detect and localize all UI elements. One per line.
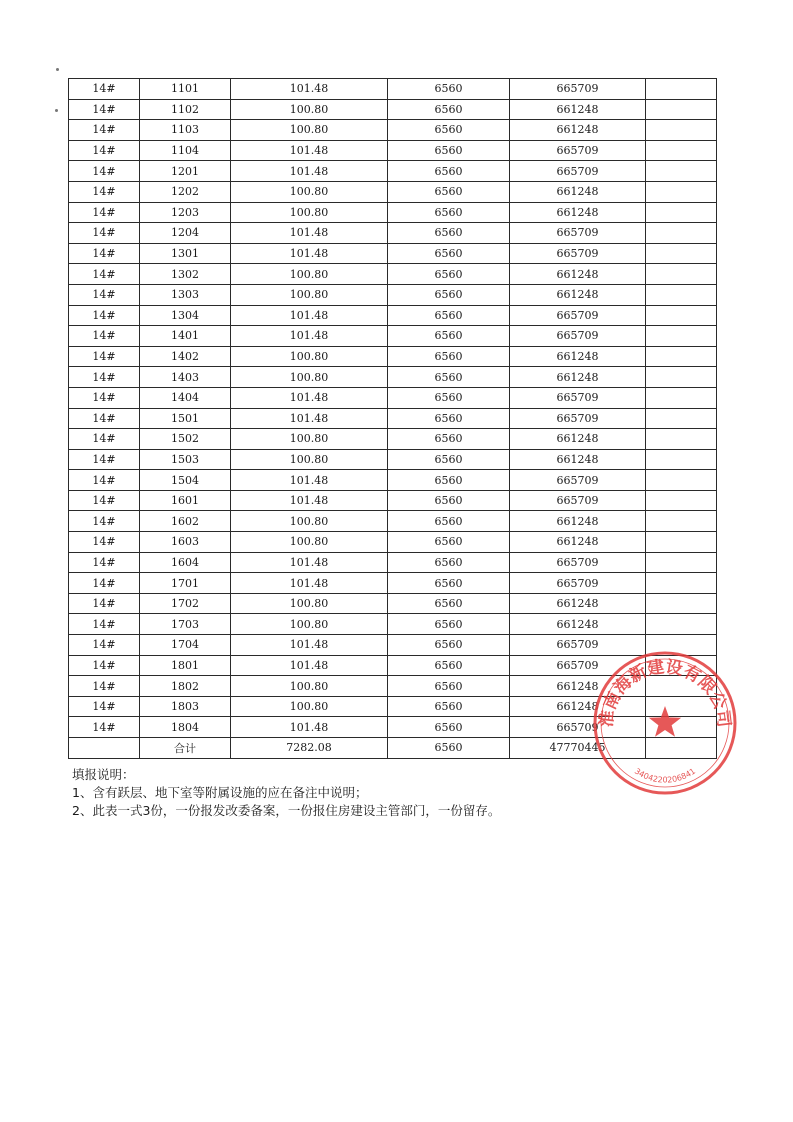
unit-price-cell: 6560 — [388, 552, 510, 573]
remark-cell — [646, 387, 717, 408]
unit-number-cell: 1102 — [140, 99, 231, 120]
table-row — [69, 284, 717, 305]
remark-cell — [646, 243, 717, 264]
remark-cell — [646, 326, 717, 347]
unit-price-cell: 6560 — [388, 614, 510, 635]
unit-number-cell: 1402 — [140, 346, 231, 367]
seal-code: 3404220206841 — [632, 766, 698, 785]
building-cell: 14# — [69, 408, 140, 429]
total-label-cell: 合计 — [140, 738, 231, 759]
table-row — [69, 429, 717, 450]
table-row — [69, 593, 717, 614]
table-row — [69, 676, 717, 697]
building-cell: 14# — [69, 593, 140, 614]
total-price-cell: 661248 — [510, 99, 646, 120]
total-price-cell: 661248 — [510, 429, 646, 450]
area-cell: 100.80 — [231, 120, 388, 141]
unit-price-cell: 6560 — [388, 79, 510, 100]
table-row — [69, 490, 717, 511]
remark-cell — [646, 181, 717, 202]
table-row — [69, 140, 717, 161]
total-price-cell: 665709 — [510, 717, 646, 738]
area-cell: 100.80 — [231, 284, 388, 305]
unit-price-cell: 6560 — [388, 408, 510, 429]
table-row — [69, 326, 717, 347]
unit-number-cell: 1602 — [140, 511, 231, 532]
remark-cell — [646, 120, 717, 141]
unit-number-cell: 1304 — [140, 305, 231, 326]
area-cell: 101.48 — [231, 573, 388, 594]
total-price-cell: 661248 — [510, 614, 646, 635]
total-price-cell: 661248 — [510, 346, 646, 367]
unit-price-cell: 6560 — [388, 161, 510, 182]
area-cell: 101.48 — [231, 243, 388, 264]
area-cell: 101.48 — [231, 635, 388, 656]
remark-cell — [646, 635, 717, 656]
remark-cell — [646, 449, 717, 470]
remark-cell — [646, 593, 717, 614]
total-price-cell: 665709 — [510, 573, 646, 594]
building-cell: 14# — [69, 470, 140, 491]
total-price-cell: 661248 — [510, 264, 646, 285]
total-row — [69, 738, 717, 759]
table-row — [69, 120, 717, 141]
table-row — [69, 532, 717, 553]
table-row — [69, 614, 717, 635]
unit-number-cell: 1101 — [140, 79, 231, 100]
area-cell: 100.80 — [231, 449, 388, 470]
total-price-cell: 661248 — [510, 676, 646, 697]
table-row — [69, 470, 717, 491]
area-cell: 100.80 — [231, 676, 388, 697]
unit-price-cell: 6560 — [388, 346, 510, 367]
area-cell: 101.48 — [231, 717, 388, 738]
area-cell: 101.48 — [231, 552, 388, 573]
unit-number-cell: 1104 — [140, 140, 231, 161]
building-cell: 14# — [69, 532, 140, 553]
building-cell: 14# — [69, 429, 140, 450]
building-cell: 14# — [69, 264, 140, 285]
building-cell: 14# — [69, 573, 140, 594]
table-row — [69, 367, 717, 388]
area-cell: 100.80 — [231, 181, 388, 202]
unit-price-cell: 6560 — [388, 99, 510, 120]
building-cell: 14# — [69, 79, 140, 100]
total-price-cell: 661248 — [510, 120, 646, 141]
remark-cell — [646, 614, 717, 635]
area-cell: 100.80 — [231, 367, 388, 388]
seal-company-name: 淮南海新建设有限公司 — [596, 657, 734, 729]
table-row — [69, 717, 717, 738]
building-cell: 14# — [69, 181, 140, 202]
remark-cell — [646, 717, 717, 738]
total-price-cell: 665709 — [510, 140, 646, 161]
unit-number-cell: 1503 — [140, 449, 231, 470]
unit-price-cell: 6560 — [388, 429, 510, 450]
unit-price-cell: 6560 — [388, 120, 510, 141]
unit-price-cell: 6560 — [388, 532, 510, 553]
remark-cell — [646, 264, 717, 285]
remark-cell — [646, 99, 717, 120]
unit-price-cell: 6560 — [388, 264, 510, 285]
unit-price-cell: 6560 — [388, 223, 510, 244]
total-price-cell: 665709 — [510, 408, 646, 429]
table-row — [69, 635, 717, 656]
total-price-cell: 665709 — [510, 552, 646, 573]
unit-number-cell: 1301 — [140, 243, 231, 264]
unit-number-cell: 1703 — [140, 614, 231, 635]
remark-cell — [646, 511, 717, 532]
table-row — [69, 655, 717, 676]
unit-price-cell: 6560 — [388, 717, 510, 738]
unit-price-cell: 6560 — [388, 573, 510, 594]
total-unit-price-cell: 6560 — [388, 738, 510, 759]
table-row — [69, 99, 717, 120]
unit-number-cell: 1601 — [140, 490, 231, 511]
unit-price-cell: 6560 — [388, 635, 510, 656]
table-row — [69, 346, 717, 367]
remark-cell — [646, 676, 717, 697]
remark-cell — [646, 140, 717, 161]
remark-cell — [646, 202, 717, 223]
total-price-cell: 661248 — [510, 449, 646, 470]
notes-item-2: 2、此表一式3份，一份报发改委备案，一份报住房建设主管部门，一份留存。 — [72, 803, 501, 818]
remark-cell — [646, 470, 717, 491]
area-cell: 101.48 — [231, 655, 388, 676]
unit-price-cell: 6560 — [388, 511, 510, 532]
total-price-cell: 661248 — [510, 511, 646, 532]
area-cell: 100.80 — [231, 614, 388, 635]
unit-number-cell: 1804 — [140, 717, 231, 738]
area-cell: 101.48 — [231, 140, 388, 161]
area-cell: 101.48 — [231, 490, 388, 511]
total-price-cell: 661248 — [510, 367, 646, 388]
table-row — [69, 202, 717, 223]
unit-price-cell: 6560 — [388, 593, 510, 614]
unit-number-cell: 1303 — [140, 284, 231, 305]
table-row — [69, 264, 717, 285]
unit-number-cell: 1704 — [140, 635, 231, 656]
unit-price-cell: 6560 — [388, 140, 510, 161]
total-total-price-cell: 47770445 — [510, 738, 646, 759]
unit-price-cell: 6560 — [388, 449, 510, 470]
remark-cell — [646, 696, 717, 717]
area-cell: 100.80 — [231, 696, 388, 717]
area-cell: 100.80 — [231, 429, 388, 450]
building-cell: 14# — [69, 635, 140, 656]
building-cell: 14# — [69, 161, 140, 182]
total-price-cell: 665709 — [510, 635, 646, 656]
building-cell: 14# — [69, 387, 140, 408]
unit-price-cell: 6560 — [388, 490, 510, 511]
total-price-cell: 665709 — [510, 470, 646, 491]
table-row — [69, 79, 717, 100]
unit-price-cell: 6560 — [388, 367, 510, 388]
building-cell: 14# — [69, 243, 140, 264]
unit-number-cell: 1201 — [140, 161, 231, 182]
table-row — [69, 511, 717, 532]
area-cell: 101.48 — [231, 470, 388, 491]
price-table — [68, 78, 717, 759]
unit-number-cell: 1702 — [140, 593, 231, 614]
unit-number-cell: 1803 — [140, 696, 231, 717]
area-cell: 101.48 — [231, 305, 388, 326]
remark-cell — [646, 573, 717, 594]
price-table-body — [69, 79, 717, 759]
unit-number-cell: 1203 — [140, 202, 231, 223]
area-cell: 101.48 — [231, 408, 388, 429]
remark-cell — [646, 223, 717, 244]
remark-cell — [646, 346, 717, 367]
notes-heading: 填报说明： — [72, 767, 135, 782]
area-cell: 100.80 — [231, 346, 388, 367]
building-cell: 14# — [69, 202, 140, 223]
remark-cell — [646, 552, 717, 573]
unit-number-cell: 1603 — [140, 532, 231, 553]
total-price-cell: 661248 — [510, 532, 646, 553]
building-cell: 14# — [69, 511, 140, 532]
total-price-cell: 665709 — [510, 243, 646, 264]
filling-notes — [72, 766, 500, 820]
building-cell: 14# — [69, 449, 140, 470]
table-row — [69, 161, 717, 182]
unit-price-cell: 6560 — [388, 655, 510, 676]
building-cell: 14# — [69, 223, 140, 244]
total-building-cell — [69, 738, 140, 759]
remark-cell — [646, 367, 717, 388]
total-price-cell: 661248 — [510, 696, 646, 717]
total-price-cell: 665709 — [510, 655, 646, 676]
unit-number-cell: 1302 — [140, 264, 231, 285]
remark-cell — [646, 408, 717, 429]
total-price-cell: 665709 — [510, 387, 646, 408]
area-cell: 100.80 — [231, 99, 388, 120]
building-cell: 14# — [69, 140, 140, 161]
unit-price-cell: 6560 — [388, 676, 510, 697]
unit-number-cell: 1504 — [140, 470, 231, 491]
total-price-cell: 661248 — [510, 181, 646, 202]
remark-cell — [646, 429, 717, 450]
unit-number-cell: 1604 — [140, 552, 231, 573]
unit-number-cell: 1801 — [140, 655, 231, 676]
building-cell: 14# — [69, 676, 140, 697]
unit-price-cell: 6560 — [388, 181, 510, 202]
building-cell: 14# — [69, 326, 140, 347]
building-cell: 14# — [69, 284, 140, 305]
remark-cell — [646, 284, 717, 305]
table-row — [69, 696, 717, 717]
table-row — [69, 408, 717, 429]
area-cell: 101.48 — [231, 326, 388, 347]
unit-number-cell: 1103 — [140, 120, 231, 141]
unit-price-cell: 6560 — [388, 202, 510, 223]
table-row — [69, 387, 717, 408]
unit-number-cell: 1403 — [140, 367, 231, 388]
unit-number-cell: 1202 — [140, 181, 231, 202]
building-cell: 14# — [69, 614, 140, 635]
unit-price-cell: 6560 — [388, 387, 510, 408]
remark-cell — [646, 490, 717, 511]
building-cell: 14# — [69, 696, 140, 717]
remark-cell — [646, 655, 717, 676]
unit-price-cell: 6560 — [388, 470, 510, 491]
building-cell: 14# — [69, 99, 140, 120]
unit-price-cell: 6560 — [388, 284, 510, 305]
total-price-cell: 665709 — [510, 223, 646, 244]
building-cell: 14# — [69, 346, 140, 367]
total-area-cell: 7282.08 — [231, 738, 388, 759]
unit-number-cell: 1401 — [140, 326, 231, 347]
total-price-cell: 661248 — [510, 284, 646, 305]
building-cell: 14# — [69, 120, 140, 141]
unit-price-cell: 6560 — [388, 326, 510, 347]
unit-number-cell: 1701 — [140, 573, 231, 594]
remark-cell — [646, 532, 717, 553]
area-cell: 101.48 — [231, 387, 388, 408]
table-row — [69, 305, 717, 326]
unit-number-cell: 1502 — [140, 429, 231, 450]
notes-item-1: 1、含有跃层、地下室等附属设施的应在备注中说明； — [72, 785, 368, 800]
table-row — [69, 223, 717, 244]
total-price-cell: 661248 — [510, 202, 646, 223]
remark-cell — [646, 79, 717, 100]
total-remark-cell — [646, 738, 717, 759]
unit-number-cell: 1204 — [140, 223, 231, 244]
remark-cell — [646, 305, 717, 326]
building-cell: 14# — [69, 717, 140, 738]
area-cell: 101.48 — [231, 223, 388, 244]
area-cell: 100.80 — [231, 532, 388, 553]
total-price-cell: 665709 — [510, 490, 646, 511]
area-cell: 101.48 — [231, 161, 388, 182]
total-price-cell: 665709 — [510, 305, 646, 326]
total-price-cell: 665709 — [510, 326, 646, 347]
scan-speck — [55, 109, 58, 112]
table-row — [69, 243, 717, 264]
table-row — [69, 552, 717, 573]
scan-speck — [56, 68, 59, 71]
remark-cell — [646, 161, 717, 182]
table-row — [69, 573, 717, 594]
total-price-cell: 665709 — [510, 79, 646, 100]
building-cell: 14# — [69, 367, 140, 388]
table-row — [69, 449, 717, 470]
area-cell: 100.80 — [231, 264, 388, 285]
unit-price-cell: 6560 — [388, 696, 510, 717]
unit-price-cell: 6560 — [388, 305, 510, 326]
building-cell: 14# — [69, 490, 140, 511]
unit-number-cell: 1501 — [140, 408, 231, 429]
total-price-cell: 661248 — [510, 593, 646, 614]
building-cell: 14# — [69, 552, 140, 573]
building-cell: 14# — [69, 305, 140, 326]
building-cell: 14# — [69, 655, 140, 676]
area-cell: 100.80 — [231, 511, 388, 532]
area-cell: 100.80 — [231, 202, 388, 223]
area-cell: 100.80 — [231, 593, 388, 614]
unit-number-cell: 1802 — [140, 676, 231, 697]
total-price-cell: 665709 — [510, 161, 646, 182]
unit-number-cell: 1404 — [140, 387, 231, 408]
table-row — [69, 181, 717, 202]
area-cell: 101.48 — [231, 79, 388, 100]
unit-price-cell: 6560 — [388, 243, 510, 264]
